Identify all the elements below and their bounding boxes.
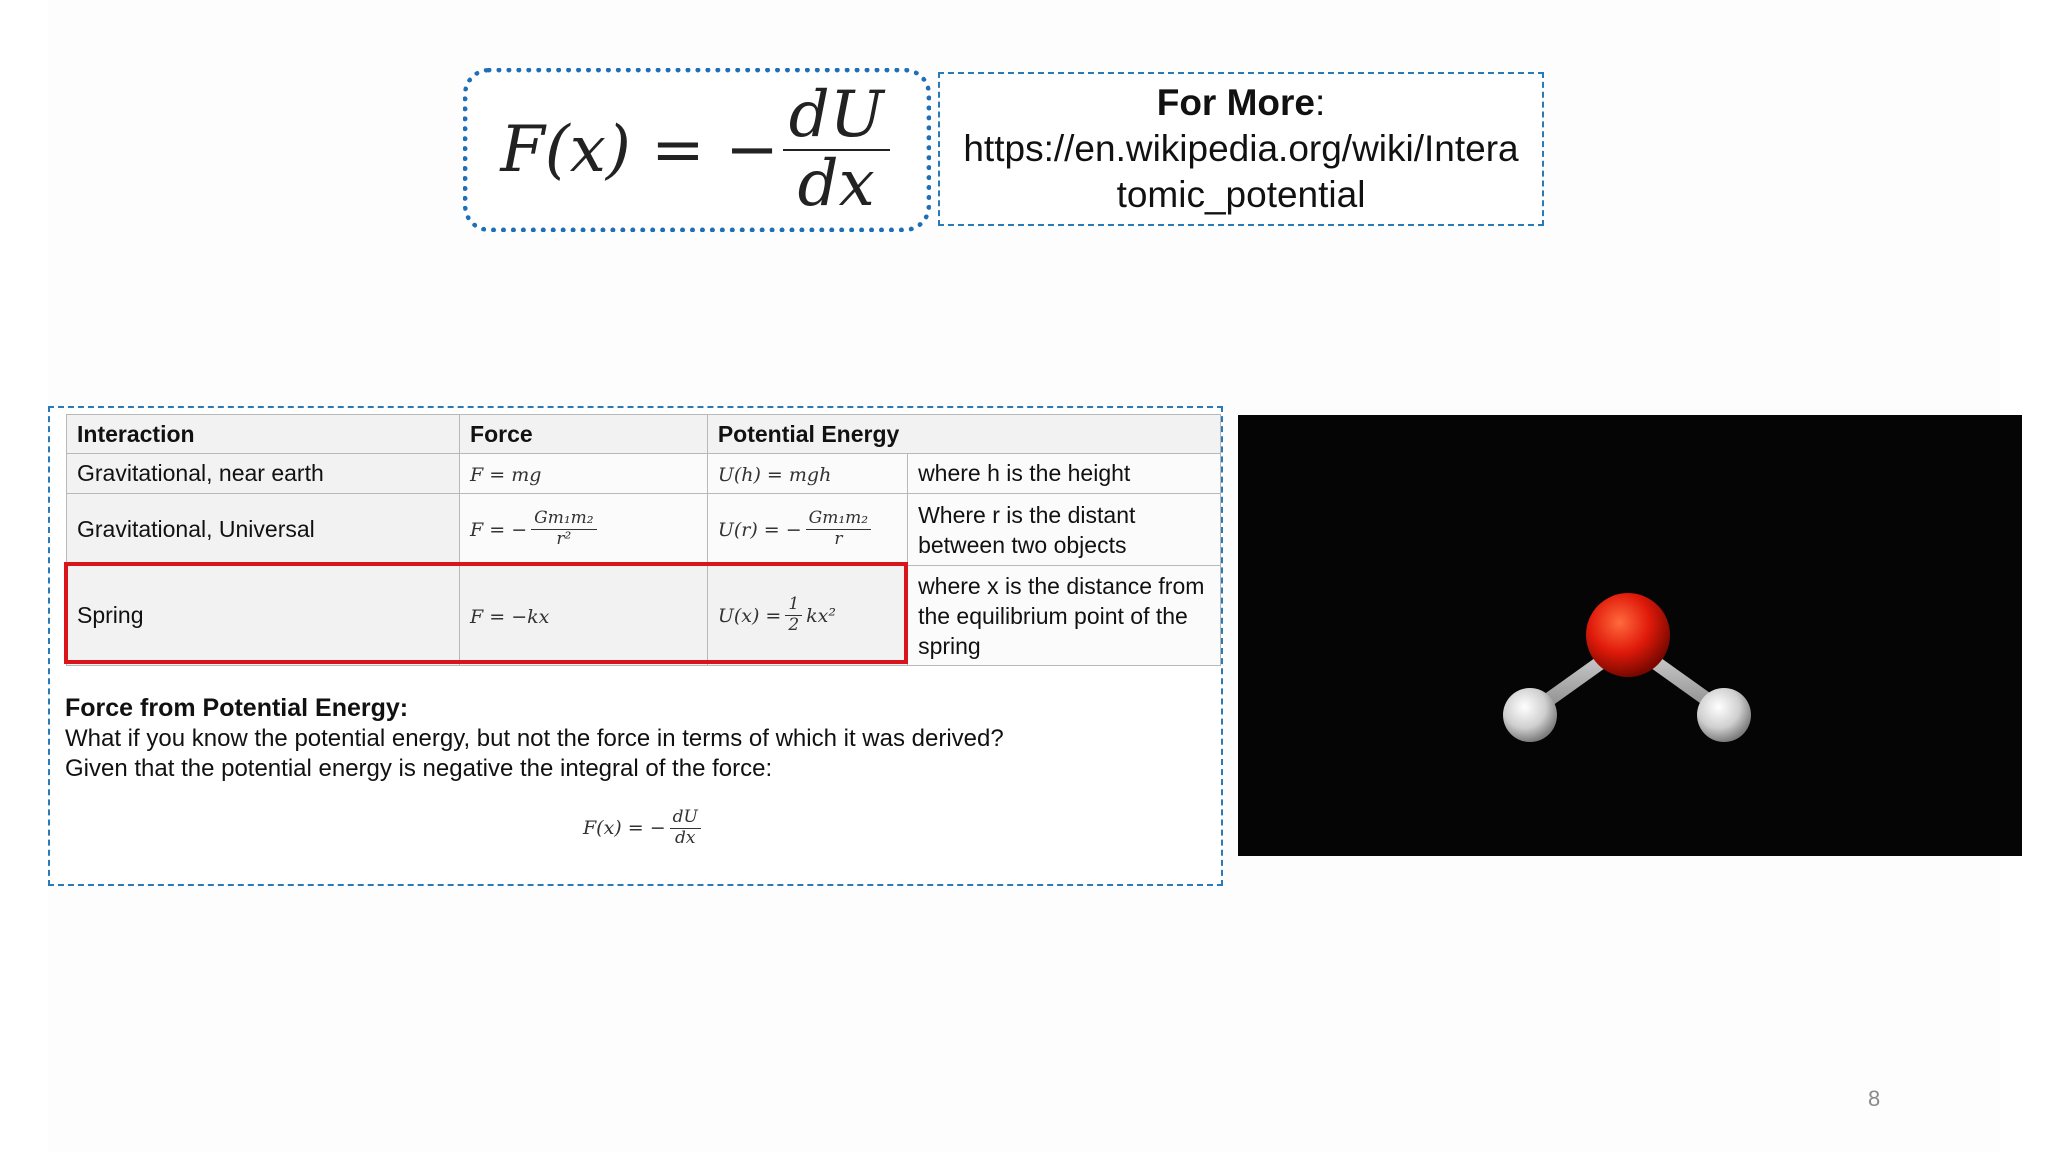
page-number: 8	[1868, 1086, 1881, 1111]
section-formula-eq	[583, 808, 705, 848]
table-header-row	[67, 415, 1221, 454]
pe-eq	[718, 509, 875, 549]
formula-fraction	[783, 77, 890, 221]
hydrogen-atom-right	[1697, 688, 1751, 742]
pe-eq-lhs: U(x) =	[717, 604, 782, 627]
pe-eq-rhs: kx²	[806, 604, 837, 627]
force-denominator: r²	[556, 529, 572, 549]
cell-force	[460, 454, 708, 494]
pe-eq: U(h) = mgh	[717, 464, 832, 486]
section-formula-lhs: F(x) = −	[583, 817, 666, 840]
cell-note: Where r is the distant between two objects	[908, 494, 1221, 566]
force-numerator: Gm₁m₂	[531, 509, 596, 530]
pe-numerator: 1	[785, 595, 802, 616]
table-row	[67, 494, 1221, 566]
hydrogen-atom-left	[1503, 688, 1557, 742]
section-formula-numerator: dU	[670, 808, 701, 829]
oxygen-atom	[1586, 593, 1670, 677]
cell-pe	[707, 454, 907, 494]
header-potential-energy: Potential Energy	[707, 415, 1220, 454]
pe-fraction	[785, 595, 802, 635]
for-more-label: For More	[1156, 82, 1315, 123]
water-molecule-video[interactable]	[1238, 415, 2022, 856]
cell-interaction: Spring	[67, 566, 460, 666]
cell-force	[460, 494, 708, 566]
for-more-colon: :	[1315, 82, 1326, 123]
header-force: Force	[460, 415, 708, 454]
force-formula	[500, 77, 893, 221]
pe-numerator: Gm₁m₂	[806, 509, 871, 530]
pe-fraction	[806, 509, 871, 549]
cell-interaction: Gravitational, near earth	[67, 454, 460, 494]
formula-numerator: dU	[783, 82, 890, 151]
section-formula-fraction	[670, 808, 701, 848]
wiki-link-line2[interactable]: tomic_potential	[1116, 174, 1366, 215]
pe-denominator: 2	[788, 615, 800, 635]
force-eq: F = −kx	[470, 606, 550, 628]
section-body: What if you know the potential energy, but not the force in terms of which it was derived? Given that the potential energy is negative the integral of the force:	[65, 725, 1004, 782]
section-formula-denominator: dx	[675, 827, 696, 848]
section-formula	[583, 808, 705, 848]
cell-note: where h is the height	[908, 454, 1221, 494]
pe-denominator: r	[834, 529, 843, 549]
formula-box	[463, 68, 931, 232]
force-eq: F = mg	[470, 464, 542, 486]
cell-pe	[707, 566, 907, 666]
interaction-table	[66, 414, 1221, 666]
cell-force	[460, 566, 708, 666]
pe-eq-lhs: U(r) = −	[717, 518, 802, 541]
table-row	[67, 566, 1221, 666]
formula-denominator: dx	[797, 147, 875, 221]
cell-note: where x is the distance from the equilibrium point of the spring	[908, 566, 1221, 666]
formula-lhs: F(x) = −	[500, 113, 779, 187]
table-row	[67, 454, 1221, 494]
cell-pe	[707, 494, 907, 566]
more-info-box	[938, 72, 1544, 226]
pe-eq	[718, 595, 836, 635]
force-fraction	[531, 509, 596, 549]
water-molecule-illustration	[1238, 415, 2022, 856]
cell-interaction: Gravitational, Universal	[67, 494, 460, 566]
force-eq	[470, 509, 601, 549]
wiki-link-line1[interactable]: https://en.wikipedia.org/wiki/Intera	[963, 128, 1519, 169]
force-eq-lhs: F = −	[470, 518, 528, 541]
header-interaction: Interaction	[67, 415, 460, 454]
section-title: Force from Potential Energy:	[65, 694, 409, 722]
